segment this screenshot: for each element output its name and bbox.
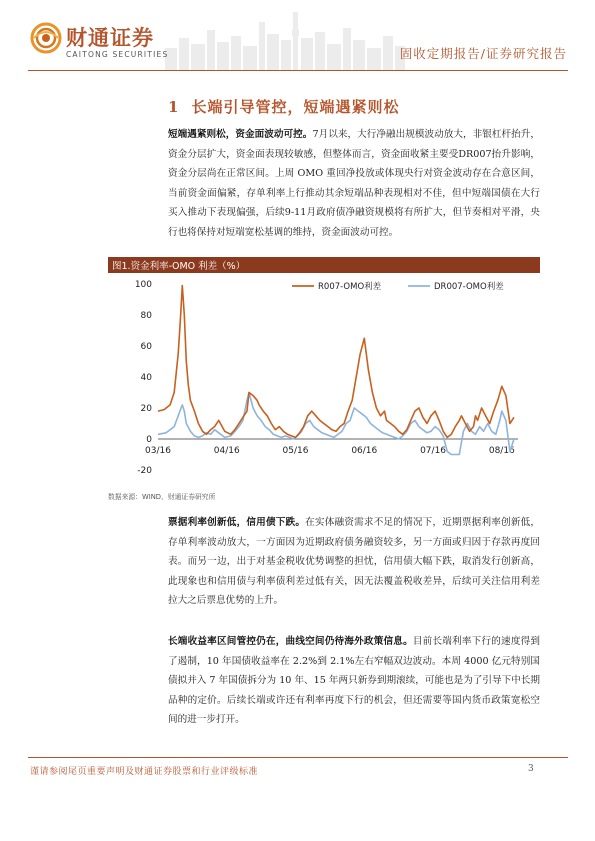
figure-caption: 图1.资金利率-OMO 利差（%） <box>112 261 246 272</box>
footer-divider <box>28 757 568 758</box>
paragraph-1 <box>168 125 540 243</box>
paragraph-1-body: 7月以来，大行净融出规模波动放大，非银杠杆抬升，资金分层扩大，资金面表现较敏感，但整体而言，资金面收紧主要受DR007抬升影响，资金分层尚在正常区间。上周 OMO 重回净投放或体现央行对资金波动存在合意区间，当前资金面偏紧，存单利率上行推动其余短端品种表现相对不佳，但中短端国债在大行买入推动下表现偏强，后续9-11月政府债净融资规模将有所扩大，但节奏相对平滑，央行也将保持对短端宽松基调的维持，资金面波动可控。 <box>168 129 541 238</box>
logo-english-name: CAITONG SECURITIES <box>66 50 169 59</box>
logo-emblem-icon <box>30 22 62 54</box>
city-skyline-watermark <box>165 8 405 70</box>
y-tick-label: 40 <box>140 373 152 383</box>
paragraph-1-lead: 短端遇紧则松，资金面波动可控。 <box>168 129 313 140</box>
series-line-dr007 <box>158 393 514 455</box>
y-tick-label: 20 <box>140 404 152 414</box>
footer-disclaimer: 谨请参阅尾页重要声明及财通证券股票和行业评级标准 <box>30 767 259 777</box>
legend-label: R007-OMO利差 <box>318 282 382 292</box>
section-title <box>168 96 399 117</box>
paragraph-3 <box>168 632 540 730</box>
spread-line-chart <box>108 274 540 484</box>
section-title-text: 长端引导管控，短端遇紧则松 <box>191 98 400 116</box>
x-tick-label: 07/16 <box>420 446 447 456</box>
x-tick-label: 05/16 <box>282 446 309 456</box>
y-tick-label: 100 <box>134 280 152 290</box>
y-tick-label: -20 <box>137 466 152 476</box>
y-tick-label: 80 <box>140 311 152 321</box>
paragraph-2-body: 在实体融资需求不足的情况下，近期票据利率创新低，存单利率波动放大，一方面因为近期政府债务融资较多，另一方面或归因于存款再度回表。而另一边，出于对基金税收优势调整的担忧，信用债大幅下跌，取消发行创新高，此现象也和信用债与利率债利差过低有关，因无法覆盖税收差异，后续可关注信用利差拉大之后票息优势的上升。 <box>168 517 541 607</box>
y-tick-label: 0 <box>146 435 152 445</box>
report-type-label: 固收定期报告/证券研究报告 <box>399 46 567 61</box>
chart-svg <box>108 274 540 484</box>
y-tick-label: 60 <box>140 342 152 352</box>
figure-source: 数据来源：WIND、财通证券研究所 <box>108 493 216 501</box>
legend-label: DR007-OMO利差 <box>434 282 504 292</box>
page-header <box>0 0 595 80</box>
x-tick-label: 08/16 <box>488 446 515 456</box>
paragraph-3-lead: 长端收益率区间管控仍在，曲线空间仍待海外政策信息。 <box>168 636 413 647</box>
x-tick-label: 04/16 <box>213 446 240 456</box>
paragraph-2 <box>168 513 540 611</box>
paragraph-2-lead: 票据利率创新低，信用债下跌。 <box>168 517 306 528</box>
x-tick-label: 03/16 <box>145 446 171 456</box>
figure-caption-bar <box>108 257 540 273</box>
logo-chinese-name: 财通证券 <box>66 26 154 50</box>
series-line-r007 <box>158 286 514 438</box>
x-tick-label: 06/16 <box>351 446 378 456</box>
page-number: 3 <box>528 764 534 774</box>
header-divider <box>28 70 568 71</box>
section-number: 1 <box>168 98 180 116</box>
paragraph-3-body: 目前长端利率下行的速度得到了遏制，10 年国债收益率在 2.2%到 2.1%左右窄幅双边波动。本周 4000 亿元特别国债拟并入 7 年国债拆分为 10 年、15 年两只新券到期滚续，可能也是为了引导下中长期品种的定价。后续长端或许还有利率再度下行的机会，但还需要等国内货币政策宽松空间的进一步打开。 <box>168 636 541 726</box>
